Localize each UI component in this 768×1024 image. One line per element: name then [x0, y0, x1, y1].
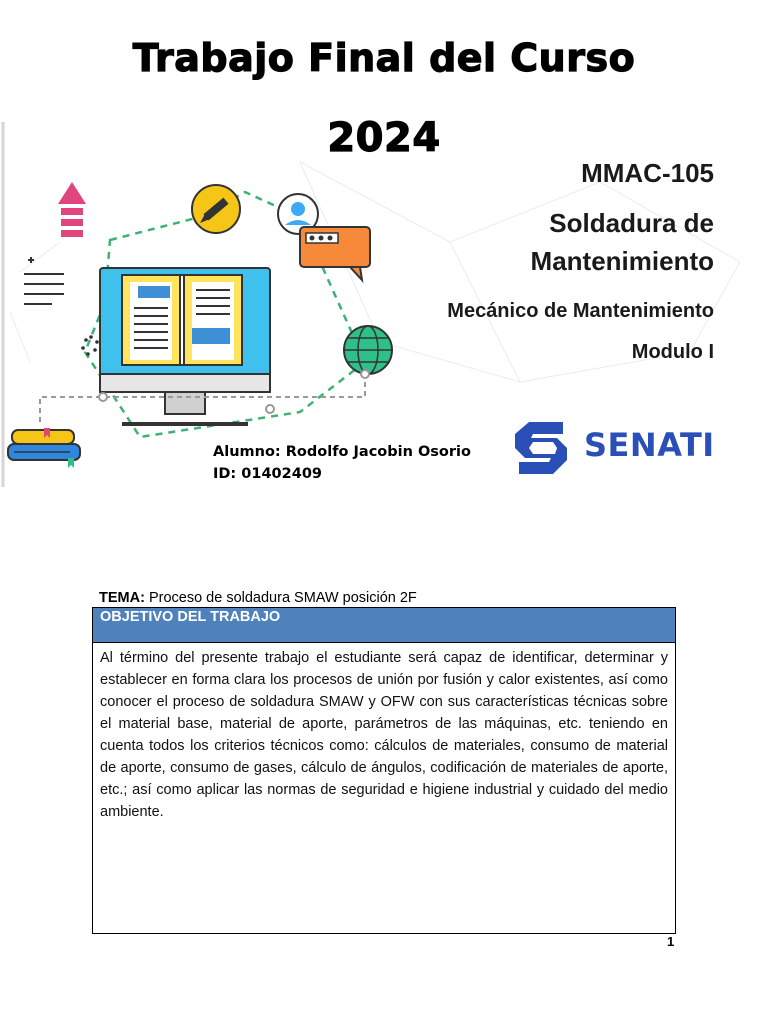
course-name-line2: Mantenimiento — [530, 246, 714, 276]
course-code: MMAC-105 — [581, 158, 714, 188]
chat-bubble-icon — [300, 227, 370, 280]
objective-header: OBJETIVO DEL TRABAJO — [93, 608, 675, 643]
book-stack-icon — [8, 428, 80, 468]
topic-line — [99, 590, 417, 606]
objective-box — [92, 607, 676, 934]
objective-text: Al término del presente trabajo el estudiante será capaz de identificar, determinar y establecer en forma clara los procesos de unión por fusión y calor existentes, así como conocer el proceso de soldadura SMAW y OFW con sus características técnicas sobre el material base, material de aporte, parámetros de las máquinas, etc. teniendo en cuenta todos los criterios técnicos como: cálculos de materiales, consumo de material de aporte, consumo de gases, cálculo de ángulos, codificación de materiales de aporte, etc.; así como aplicar las normas de seguridad e higiene industrial y cuidado del medio ambiente. — [100, 650, 668, 820]
globe-icon — [344, 326, 392, 374]
upload-arrow-icon — [58, 182, 86, 237]
student-name: Alumno: Rodolfo Jacobin Osorio — [213, 444, 471, 460]
student-id: ID: 01402409 — [213, 466, 322, 482]
loading-dots-icon — [81, 335, 99, 356]
page-number: 1 — [667, 934, 675, 949]
document-title: Trabajo Final del Curso — [132, 36, 636, 80]
module-name: Modulo I — [631, 341, 714, 363]
topic-value: Proceso de soldadura SMAW posición 2F — [144, 590, 417, 606]
career-name: Mecánico de Mantenimiento — [447, 300, 714, 322]
monitor-book-icon — [100, 268, 270, 426]
senati-logo-text: SENATI — [584, 426, 715, 464]
pencil-icon — [192, 185, 240, 233]
document-year: 2024 — [327, 115, 441, 161]
topic-label: TEMA: — [99, 590, 145, 606]
course-name-line1: Soldadura de — [549, 208, 714, 238]
